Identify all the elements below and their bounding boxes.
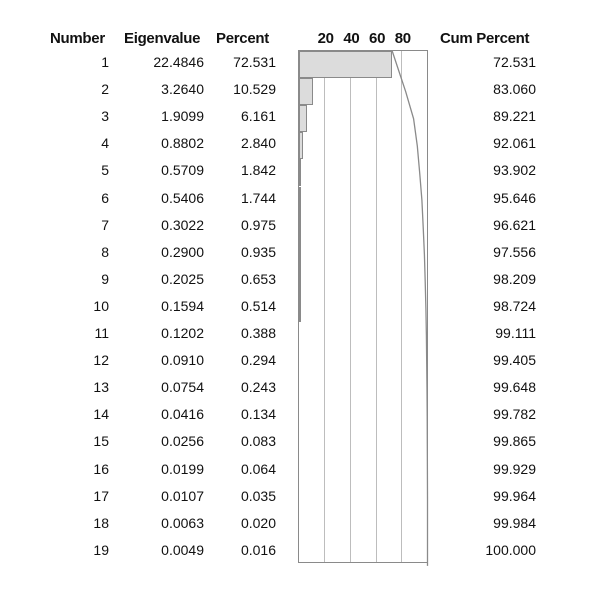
header-percent: Percent [216,30,269,47]
row-number: 9 [101,270,109,287]
row-number: 5 [101,162,109,179]
header-number: Number [50,30,105,47]
row-number: 3 [101,108,109,125]
header-eigenvalue: Eigenvalue [124,30,201,47]
percent-bar-chart [298,50,428,563]
row-cum-percent: 99.648 [493,379,536,396]
row-cum-percent: 97.556 [493,243,536,260]
row-percent: 0.514 [240,297,276,314]
row-percent: 72.531 [233,54,276,70]
row-percent: 0.388 [240,325,276,341]
row-cum-percent: 99.964 [493,487,536,504]
row-cum-percent: 100.000 [485,541,536,558]
row-cum-percent: 99.111 [495,325,536,341]
row-eigenvalue: 0.0754 [161,379,204,396]
cum-percent-line [392,51,427,566]
row-percent: 0.035 [240,487,276,504]
header-cum-percent: Cum Percent [440,30,530,47]
row-percent: 0.243 [240,379,276,396]
row-percent: 0.653 [240,270,276,287]
row-cum-percent: 72.531 [493,54,536,70]
row-eigenvalue: 0.0107 [161,487,204,504]
row-percent: 10.529 [233,81,276,98]
axis-tick-20: 20 [317,30,334,47]
row-number: 19 [93,541,109,558]
row-number: 4 [101,135,109,152]
row-eigenvalue: 0.2900 [161,243,204,260]
row-percent: 0.016 [240,541,276,558]
row-eigenvalue: 3.2640 [161,81,204,98]
row-eigenvalue: 0.8802 [161,135,204,152]
row-eigenvalue: 0.0049 [161,541,204,558]
row-cum-percent: 98.724 [493,297,536,314]
row-cum-percent: 99.984 [493,514,536,531]
row-percent: 0.134 [240,406,276,423]
row-number: 12 [93,352,109,369]
row-eigenvalue: 0.0063 [161,514,204,531]
row-percent: 2.840 [240,135,276,152]
row-percent: 0.064 [240,460,276,477]
axis-tick-60: 60 [369,30,386,47]
row-cum-percent: 96.621 [493,216,536,233]
row-eigenvalue: 1.9099 [161,108,204,125]
row-eigenvalue: 0.0256 [161,433,204,450]
row-number: 13 [93,379,109,396]
row-percent: 0.020 [240,514,276,531]
axis-tick-80: 80 [394,30,411,47]
cum-percent-curve [299,51,429,564]
row-cum-percent: 99.865 [493,433,536,450]
row-cum-percent: 99.782 [493,406,536,423]
axis-tick-40: 40 [343,30,360,47]
row-number: 14 [93,406,109,423]
row-cum-percent: 99.929 [493,460,536,477]
row-cum-percent: 83.060 [493,81,536,98]
row-eigenvalue: 0.1202 [161,325,204,341]
row-number: 7 [101,216,109,233]
row-percent: 1.744 [240,189,276,206]
row-percent: 1.842 [240,162,276,179]
row-number: 17 [93,487,109,504]
row-percent: 0.935 [240,243,276,260]
row-cum-percent: 89.221 [493,108,536,125]
row-number: 15 [93,433,109,450]
row-number: 11 [94,325,109,341]
row-cum-percent: 99.405 [493,352,536,369]
row-number: 2 [101,81,109,98]
row-number: 16 [93,460,109,477]
row-number: 6 [101,189,109,206]
row-percent: 0.294 [240,352,276,369]
row-number: 1 [101,54,109,70]
row-number: 10 [93,297,109,314]
row-cum-percent: 95.646 [493,189,536,206]
row-eigenvalue: 0.0416 [161,406,204,423]
row-cum-percent: 98.209 [493,270,536,287]
row-eigenvalue: 0.0910 [161,352,204,369]
row-eigenvalue: 0.5406 [161,189,204,206]
row-cum-percent: 93.902 [493,162,536,179]
row-eigenvalue: 0.1594 [161,297,204,314]
row-cum-percent: 92.061 [493,135,536,152]
row-number: 18 [93,514,109,531]
row-eigenvalue: 0.5709 [161,162,204,179]
row-number: 8 [101,243,109,260]
row-eigenvalue: 0.3022 [161,216,204,233]
row-percent: 0.083 [240,433,276,450]
row-percent: 0.975 [240,216,276,233]
row-percent: 6.161 [240,108,276,125]
row-eigenvalue: 0.0199 [161,460,204,477]
row-eigenvalue: 22.4846 [153,54,204,70]
row-eigenvalue: 0.2025 [161,270,204,287]
